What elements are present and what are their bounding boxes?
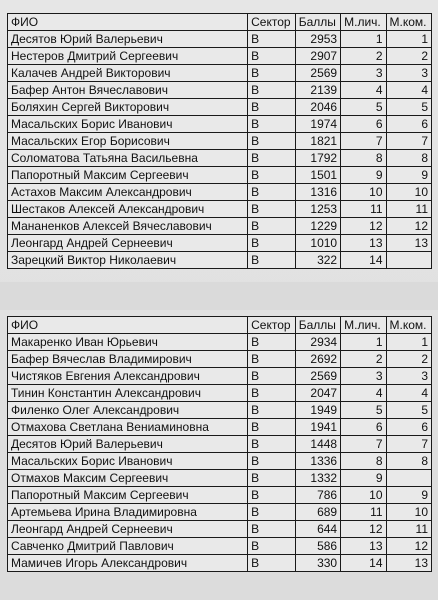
- cell-sector: В: [248, 218, 296, 235]
- cell-name: Бафер Антон Вячеславович: [8, 82, 248, 99]
- cell-name: Бафер Вячеслав Владимирович: [8, 351, 248, 368]
- cell-personal-place: 5: [341, 99, 386, 116]
- cell-personal-place: 1: [341, 334, 386, 351]
- cell-name: Леонгард Андрей Сернеевич: [8, 235, 248, 252]
- cell-team-place: 11: [386, 201, 431, 218]
- table-row: [8, 453, 432, 470]
- cell-score: 2907: [295, 48, 340, 65]
- cell-score: 2569: [295, 65, 340, 82]
- header-score: Баллы: [295, 317, 340, 334]
- table-row: [8, 31, 432, 48]
- cell-score: 330: [295, 555, 340, 572]
- cell-sector: В: [248, 555, 296, 572]
- cell-personal-place: 11: [341, 504, 386, 521]
- cell-sector: В: [248, 150, 296, 167]
- cell-personal-place: 12: [341, 218, 386, 235]
- table-row: [8, 487, 432, 504]
- cell-score: 2934: [295, 334, 340, 351]
- cell-team-place: 9: [386, 487, 431, 504]
- cell-name: Савченко Дмитрий Павлович: [8, 538, 248, 555]
- cell-team-place: 10: [386, 184, 431, 201]
- cell-sector: В: [248, 402, 296, 419]
- cell-sector: В: [248, 99, 296, 116]
- cell-team-place: 9: [386, 167, 431, 184]
- cell-team-place: 8: [386, 453, 431, 470]
- cell-personal-place: 7: [341, 133, 386, 150]
- table-row: [8, 235, 432, 252]
- cell-score: 2047: [295, 385, 340, 402]
- header-sector: Сектор: [248, 317, 296, 334]
- cell-score: 1253: [295, 201, 340, 218]
- table-row: [8, 385, 432, 402]
- cell-personal-place: 14: [341, 555, 386, 572]
- cell-name: Десятов Юрий Валерьевич: [8, 31, 248, 48]
- cell-personal-place: 10: [341, 487, 386, 504]
- cell-team-place: 3: [386, 65, 431, 82]
- cell-team-place: 11: [386, 521, 431, 538]
- cell-score: 1821: [295, 133, 340, 150]
- cell-personal-place: 13: [341, 538, 386, 555]
- cell-score: 586: [295, 538, 340, 555]
- cell-team-place: 5: [386, 402, 431, 419]
- cell-personal-place: 8: [341, 150, 386, 167]
- table-row: [8, 402, 432, 419]
- cell-sector: В: [248, 116, 296, 133]
- cell-sector: В: [248, 48, 296, 65]
- cell-name: Чистяков Евгения Александрович: [8, 368, 248, 385]
- header-personal-place: М.лич.: [341, 14, 386, 31]
- table-row: [8, 368, 432, 385]
- cell-sector: В: [248, 184, 296, 201]
- cell-sector: В: [248, 385, 296, 402]
- header-score: Баллы: [295, 14, 340, 31]
- cell-sector: В: [248, 133, 296, 150]
- cell-score: 1941: [295, 419, 340, 436]
- table-row: [8, 167, 432, 184]
- cell-score: 2046: [295, 99, 340, 116]
- cell-score: 2692: [295, 351, 340, 368]
- cell-score: 644: [295, 521, 340, 538]
- cell-score: 1501: [295, 167, 340, 184]
- cell-personal-place: 11: [341, 201, 386, 218]
- cell-team-place: 4: [386, 82, 431, 99]
- cell-name: Отмахова Светлана Вениаминовна: [8, 419, 248, 436]
- cell-sector: В: [248, 82, 296, 99]
- cell-sector: В: [248, 538, 296, 555]
- cell-team-place: 2: [386, 351, 431, 368]
- cell-sector: В: [248, 252, 296, 269]
- cell-score: 2953: [295, 31, 340, 48]
- cell-personal-place: 4: [341, 385, 386, 402]
- table-row: [8, 99, 432, 116]
- header-sector: Сектор: [248, 14, 296, 31]
- cell-personal-place: 12: [341, 521, 386, 538]
- cell-sector: В: [248, 470, 296, 487]
- cell-name: Филенко Олег Александрович: [8, 402, 248, 419]
- cell-personal-place: 14: [341, 252, 386, 269]
- cell-team-place: 1: [386, 31, 431, 48]
- cell-score: 322: [295, 252, 340, 269]
- table-row: [8, 218, 432, 235]
- table-row: [8, 252, 432, 269]
- results-table-1: [7, 13, 432, 269]
- table-body-1: [8, 31, 432, 269]
- cell-score: 1974: [295, 116, 340, 133]
- cell-team-place: 7: [386, 133, 431, 150]
- table-row: [8, 504, 432, 521]
- cell-team-place: 12: [386, 218, 431, 235]
- table-header-row: [8, 14, 432, 31]
- cell-sector: В: [248, 167, 296, 184]
- cell-score: 1448: [295, 436, 340, 453]
- cell-personal-place: 8: [341, 453, 386, 470]
- cell-name: Зарецкий Виктор Николаевич: [8, 252, 248, 269]
- table-row: [8, 48, 432, 65]
- cell-team-place: 4: [386, 385, 431, 402]
- cell-score: 1792: [295, 150, 340, 167]
- cell-team-place: [386, 470, 431, 487]
- table-row: [8, 150, 432, 167]
- table-row: [8, 521, 432, 538]
- cell-name: Макаренко Иван Юрьевич: [8, 334, 248, 351]
- cell-team-place: 2: [386, 48, 431, 65]
- cell-name: Масальских Борис Иванович: [8, 453, 248, 470]
- cell-name: Папоротный Максим Сергеевич: [8, 167, 248, 184]
- table-row: [8, 201, 432, 218]
- cell-team-place: 7: [386, 436, 431, 453]
- cell-personal-place: 13: [341, 235, 386, 252]
- cell-name: Нестеров Дмитрий Сергеевич: [8, 48, 248, 65]
- cell-score: 689: [295, 504, 340, 521]
- cell-sector: В: [248, 201, 296, 218]
- table-row: [8, 334, 432, 351]
- table-row: [8, 82, 432, 99]
- table-row: [8, 65, 432, 82]
- table-row: [8, 470, 432, 487]
- cell-sector: В: [248, 453, 296, 470]
- header-name: ФИО: [8, 317, 248, 334]
- cell-score: 1336: [295, 453, 340, 470]
- cell-sector: В: [248, 351, 296, 368]
- cell-name: Тинин Константин Александрович: [8, 385, 248, 402]
- header-name: ФИО: [8, 14, 248, 31]
- cell-team-place: 8: [386, 150, 431, 167]
- cell-score: 2569: [295, 368, 340, 385]
- cell-score: 1010: [295, 235, 340, 252]
- table-header-row: [8, 317, 432, 334]
- cell-team-place: 13: [386, 555, 431, 572]
- cell-personal-place: 3: [341, 368, 386, 385]
- cell-personal-place: 9: [341, 470, 386, 487]
- cell-team-place: 12: [386, 538, 431, 555]
- table-row: [8, 351, 432, 368]
- table-row: [8, 538, 432, 555]
- cell-name: Боляхин Сергей Викторович: [8, 99, 248, 116]
- cell-team-place: 10: [386, 504, 431, 521]
- cell-sector: В: [248, 521, 296, 538]
- cell-name: Отмахов Максим Сергеевич: [8, 470, 248, 487]
- cell-personal-place: 2: [341, 48, 386, 65]
- table-row: [8, 184, 432, 201]
- header-team-place: М.ком.: [386, 317, 431, 334]
- cell-personal-place: 6: [341, 116, 386, 133]
- cell-sector: В: [248, 235, 296, 252]
- cell-personal-place: 7: [341, 436, 386, 453]
- cell-sector: В: [248, 504, 296, 521]
- cell-personal-place: 1: [341, 31, 386, 48]
- cell-personal-place: 2: [341, 351, 386, 368]
- header-team-place: М.ком.: [386, 14, 431, 31]
- cell-sector: В: [248, 436, 296, 453]
- cell-score: 1332: [295, 470, 340, 487]
- cell-personal-place: 6: [341, 419, 386, 436]
- results-table-2: [7, 316, 432, 572]
- cell-sector: В: [248, 334, 296, 351]
- cell-team-place: 5: [386, 99, 431, 116]
- cell-sector: В: [248, 368, 296, 385]
- cell-name: Десятов Юрий Валерьевич: [8, 436, 248, 453]
- cell-score: 1316: [295, 184, 340, 201]
- header-personal-place: М.лич.: [341, 317, 386, 334]
- cell-name: Масальских Борис Иванович: [8, 116, 248, 133]
- cell-sector: В: [248, 31, 296, 48]
- cell-team-place: 6: [386, 116, 431, 133]
- cell-personal-place: 9: [341, 167, 386, 184]
- cell-team-place: 1: [386, 334, 431, 351]
- cell-team-place: [386, 252, 431, 269]
- cell-team-place: 6: [386, 419, 431, 436]
- cell-name: Соломатова Татьяна Васильевна: [8, 150, 248, 167]
- cell-name: Артемьева Ирина Владимировна: [8, 504, 248, 521]
- cell-personal-place: 5: [341, 402, 386, 419]
- cell-score: 786: [295, 487, 340, 504]
- cell-team-place: 3: [386, 368, 431, 385]
- table-row: [8, 555, 432, 572]
- cell-sector: В: [248, 487, 296, 504]
- cell-name: Калачев Андрей Викторович: [8, 65, 248, 82]
- cell-name: Папоротный Максим Сергеевич: [8, 487, 248, 504]
- table-row: [8, 419, 432, 436]
- cell-name: Леонгард Андрей Сернеевич: [8, 521, 248, 538]
- cell-name: Мамичев Игорь Александрович: [8, 555, 248, 572]
- cell-score: 2139: [295, 82, 340, 99]
- cell-personal-place: 4: [341, 82, 386, 99]
- cell-personal-place: 10: [341, 184, 386, 201]
- cell-name: Шестаков Алексей Александрович: [8, 201, 248, 218]
- cell-name: Мананенков Алексей Вячеславович: [8, 218, 248, 235]
- cell-sector: В: [248, 65, 296, 82]
- cell-sector: В: [248, 419, 296, 436]
- table-gap: [0, 282, 438, 310]
- table-row: [8, 116, 432, 133]
- cell-personal-place: 3: [341, 65, 386, 82]
- cell-team-place: 13: [386, 235, 431, 252]
- table-row: [8, 133, 432, 150]
- table-body-2: [8, 334, 432, 572]
- cell-score: 1229: [295, 218, 340, 235]
- cell-name: Астахов Максим Александрович: [8, 184, 248, 201]
- cell-score: 1949: [295, 402, 340, 419]
- cell-name: Масальских Егор Борисович: [8, 133, 248, 150]
- table-row: [8, 436, 432, 453]
